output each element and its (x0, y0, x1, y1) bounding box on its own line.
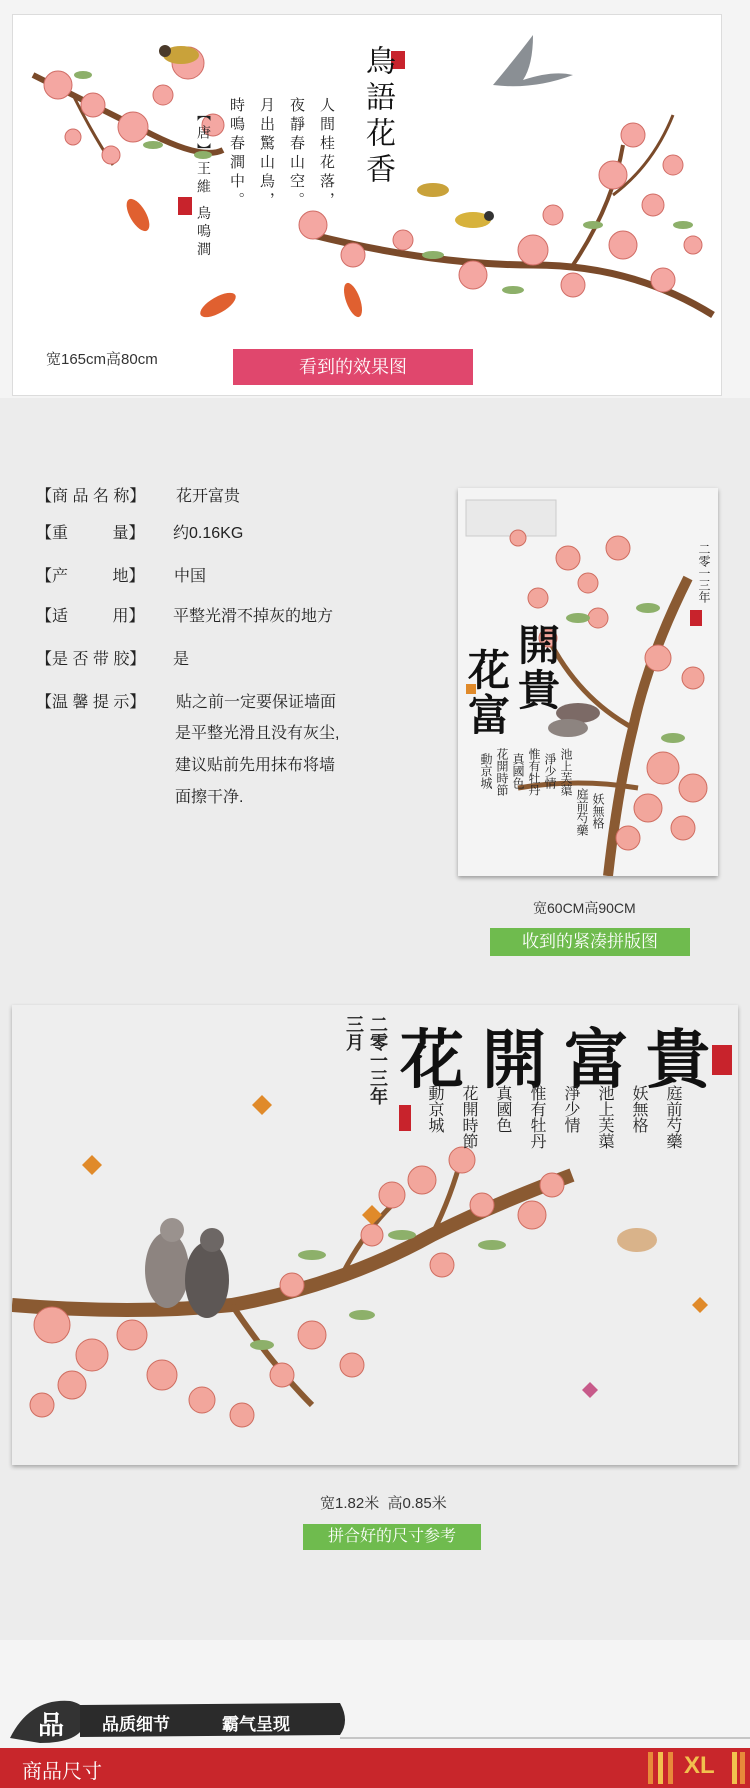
poster-date: 二零一三年 (697, 543, 711, 603)
poster-poem-col: 動京城 (479, 753, 493, 789)
panel-poem-col: 花開時節 (460, 1085, 479, 1149)
panel-poem-col: 真國色 (494, 1085, 513, 1133)
compact-layout-button[interactable]: 收到的紧凑拼版图 (490, 928, 690, 956)
poster-poem-col: 真國色 (511, 753, 525, 789)
tip-line: 建议贴前先用抹布将墙 (175, 757, 336, 774)
quality-logo-char: 品 (38, 1711, 65, 1741)
poem-line: 月出驚山鳥， (258, 97, 276, 211)
spec-value: 花开富贵 (176, 488, 241, 505)
panel-poem-col: 庭前芍藥 (664, 1085, 683, 1149)
poster-title-char: 開 (518, 621, 561, 670)
panel-poem-col: 淨少情 (562, 1085, 581, 1133)
panel-size-text: 宽1.82米 高0.85米 (320, 1495, 447, 1512)
poster-size-text: 宽60CM高90CM (533, 900, 636, 916)
spec-value: 平整光滑不掉灰的地方 (173, 608, 334, 625)
compact-layout-poster (458, 488, 718, 876)
poster-poem-col: 庭前芍藥 (575, 788, 589, 836)
panel-poem-col: 惟有牡丹 (528, 1085, 547, 1149)
poem-line: 夜靜春山空。 (288, 97, 306, 211)
poster-title-char: 貴 (518, 666, 561, 715)
section-title: 商品尺寸 (22, 1761, 102, 1783)
spec-value: 中国 (174, 568, 207, 585)
spec-value: 是 (173, 651, 190, 668)
panel-poem-col: 池上芙蕖 (596, 1085, 615, 1149)
slogan-right: 霸气呈现 (222, 1715, 290, 1735)
spec-label: 【适 用】 (36, 608, 145, 625)
effect-view-button[interactable]: 看到的效果图 (233, 349, 473, 385)
size-badge: XL (684, 1752, 715, 1779)
poster-poem-col: 花開時節 (495, 748, 509, 796)
spec-label: 【商 品 名 称】 (36, 488, 146, 505)
spec-label: 【温 馨 提 示】 (36, 694, 146, 711)
poster-poem-col: 惟有牡丹 (527, 748, 541, 796)
poem-line: 人間桂花落， (318, 97, 336, 211)
effect-card (12, 14, 722, 396)
panel-poem-col: 妖無格 (630, 1085, 649, 1133)
spec-label: 【重 量】 (36, 525, 145, 542)
spec-value: 贴之前一定要保证墙面 (176, 694, 337, 711)
slogan-left: 品质细节 (102, 1715, 170, 1735)
tip-line: 是平整光滑且没有灰尘, (175, 725, 340, 742)
tip-line: 面擦干净. (175, 789, 244, 806)
panel-headline: 花開富貴 (400, 1023, 728, 1098)
poem-title: 鳥語花香 (360, 45, 395, 189)
poem-line: 時鳴春澗中。 (228, 97, 246, 211)
poster-title-char: 富 (468, 691, 511, 740)
poem-attribution: 【唐】王維 鳥鳴澗 (195, 107, 211, 260)
poster-poem-col: 淨少情 (543, 753, 557, 789)
poster-poem-col: 池上芙蕖 (559, 748, 573, 796)
spec-label: 【是 否 带 胶】 (36, 651, 146, 668)
quality-banner (0, 1693, 750, 1745)
spec-value: 约0.16KG (173, 525, 244, 542)
panel-poem-col: 動京城 (426, 1085, 445, 1133)
panel-date-col: 三月 (343, 1015, 364, 1051)
poster-title-char: 花 (468, 646, 511, 695)
panel-date-col: 二零一三年 (367, 1015, 388, 1105)
poster-poem-col: 妖無格 (591, 793, 605, 829)
assembled-size-button[interactable]: 拼合好的尺寸参考 (303, 1524, 481, 1550)
section-header-bar (0, 1748, 750, 1788)
spec-label: 【产 地】 (36, 568, 145, 585)
effect-size-text: 宽165cm高80cm (46, 351, 158, 368)
assembled-panel (12, 1005, 738, 1465)
